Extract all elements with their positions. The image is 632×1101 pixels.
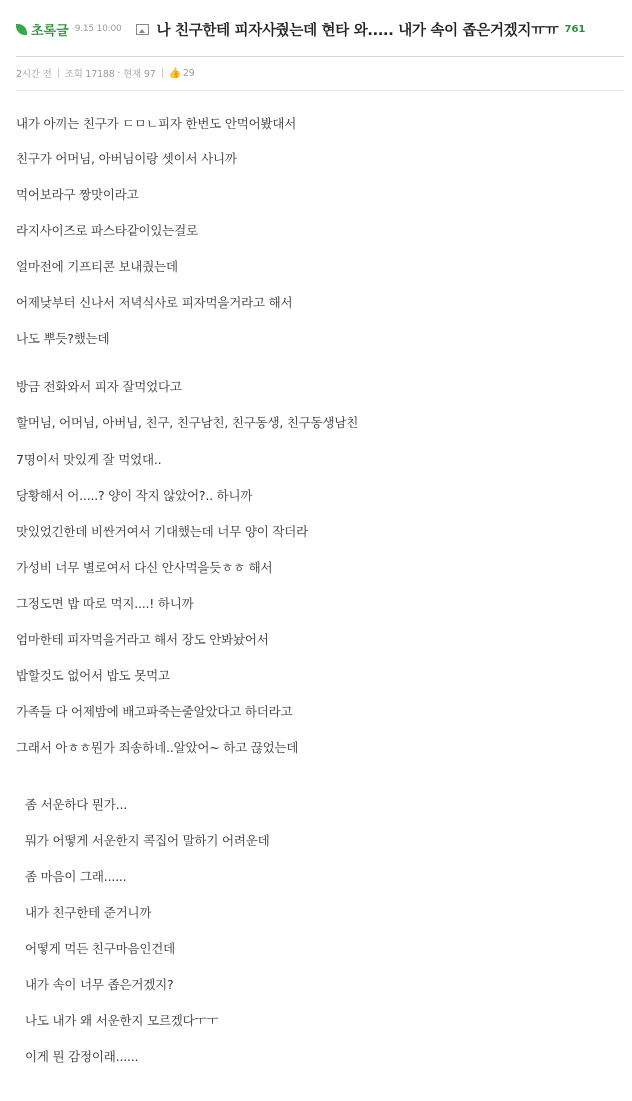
body-line: 먹어보라구 짱맛이라고 (16, 187, 139, 202)
post-title: 나 친구한테 피자사줬는데 현타 와..... 내가 속이 좁은거겠지ㅠㅠ (156, 22, 559, 39)
body-line: 방금 전화와서 피자 잘먹었다고 (16, 379, 182, 394)
body-line: 가성비 너무 별로여서 다신 안사먹을듯ㅎㅎ 해서 (16, 560, 273, 575)
dot-separator: · (114, 67, 124, 79)
body-line: 어떻게 먹든 친구마음인건데 (25, 941, 176, 956)
body-line: 내가 친구한테 준거니까 (25, 905, 152, 920)
post-datetime: 9.15 10:00 (74, 24, 122, 34)
post-meta (16, 66, 195, 80)
post-header (0, 0, 632, 58)
like-count: 29 (182, 67, 195, 79)
body-line: 좀 서운하다 뭔가... (25, 797, 127, 812)
body-line: 어제낮부터 신나서 저녁식사로 피자먹을거라고 해서 (16, 295, 293, 310)
divider (162, 68, 163, 78)
body-line: 밥할것도 없어서 밥도 못먹고 (16, 668, 170, 683)
body-line: 나도 뿌듯?했는데 (16, 331, 110, 346)
body-line: 좀 마음이 그래...... (25, 869, 127, 884)
body-line: 친구가 어머님, 아버님이랑 셋이서 사니까 (16, 151, 237, 166)
category-label[interactable]: 초록글 (31, 23, 69, 39)
body-line: 얼마전에 기프티콘 보내줬는데 (16, 259, 178, 274)
body-line: 엄마한테 피자먹을거라고 해서 장도 안봐놨어서 (16, 632, 269, 647)
body-line: 나도 내가 왜 서운한지 모르겠다ㅜㅜ (25, 1013, 219, 1028)
view-count: 조회 17188 (64, 69, 115, 80)
body-line: 내가 아끼는 친구가 ㄷㅁㄴ피자 한번도 안먹어봤대서 (16, 116, 297, 131)
comment-count[interactable]: 761 (564, 23, 586, 35)
body-line: 뭐가 어떻게 서운한지 콕집어 말하기 어려운데 (25, 833, 270, 848)
body-line: 내가 속이 너무 좁은거겠지? (25, 977, 174, 992)
body-line: 7명이서 맛있게 잘 먹었대.. (16, 452, 162, 467)
body-line: 맛있었긴한데 비싼거여서 기대했는데 너무 양이 작더라 (16, 524, 308, 539)
time-ago: 2시간 전 (16, 69, 52, 80)
divider (16, 90, 624, 91)
leaf-icon (16, 24, 27, 35)
current-viewers: 현재 97 (123, 69, 156, 80)
body-line: 그정도면 밥 따로 먹지....! 하니까 (16, 596, 194, 611)
body-line: 이게 뭔 감정이래...... (25, 1049, 139, 1064)
thumbs-up-icon: 👍 (168, 67, 181, 79)
image-icon (136, 24, 149, 35)
body-line: 당황해서 어.....? 양이 작지 않았어?.. 하니까 (16, 488, 253, 503)
title-row (16, 19, 585, 39)
body-line: 할머님, 어머님, 아버님, 친구, 친구남친, 친구동생, 친구동생남친 (16, 415, 359, 430)
divider (58, 68, 59, 78)
body-line: 가족들 다 어제밤에 배고파죽는줄알았다고 하더라고 (16, 704, 293, 719)
body-line: 그래서 아ㅎㅎ뭔가 죄송하네..알았어~ 하고 끊었는데 (16, 740, 299, 755)
body-line: 라지사이즈로 파스타같이있는걸로 (16, 223, 198, 238)
divider (16, 56, 624, 57)
